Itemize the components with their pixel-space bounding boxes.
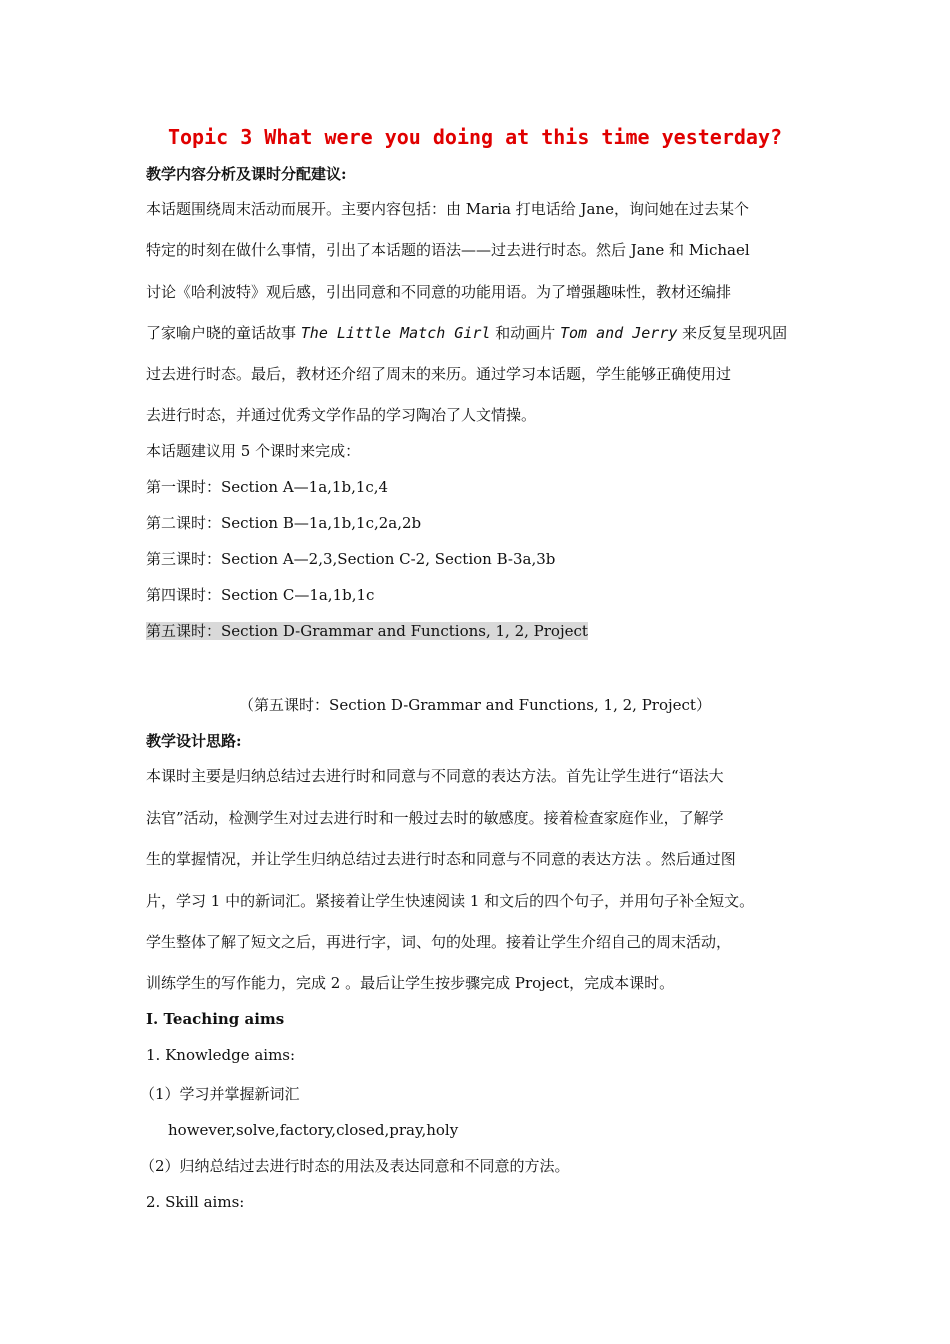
design-line-4: 片，学习 1 中的新词汇。紧接着让学生快速阅读 1 和文后的四个句子，并用句子补全短文。 xyxy=(146,892,755,910)
analysis-line-5: 过去进行时态。最后，教材还介绍了周末的来历。通过学习本话题，学生能够正确使用过 xyxy=(146,365,732,383)
design-line-6: 训练学生的写作能力，完成 2 。最后让学生按步骤完成 Project，完成本课时。 xyxy=(146,974,675,992)
book-title-match-girl: The Little Match Girl xyxy=(300,324,491,342)
lessons-intro: 本话题建议用 5 个课时来完成： xyxy=(146,442,361,460)
design-line-2: 法官”活动，检测学生对过去进行时和一般过去时的敏感度。接着检查家庭作业，了解学 xyxy=(146,809,724,827)
lesson-heading: （第五课时：Section D-Grammar and Functions, 1, 2, Project） xyxy=(239,696,711,714)
lesson-item-4: 第四课时：Section C—1a,1b,1c xyxy=(146,586,375,604)
lesson-item-3: 第三课时：Section A—2,3,Section C-2, Section B-3a,3b xyxy=(146,550,556,568)
analysis-line-4-text-c: 和动画片 xyxy=(490,324,560,342)
lesson-item-5 xyxy=(146,621,588,641)
knowledge-aim-1: （1）学习并掌握新词汇 xyxy=(140,1085,300,1103)
analysis-heading: 教学内容分析及课时分配建议: xyxy=(146,165,347,183)
lesson-item-1: 第一课时：Section A—1a,1b,1c,4 xyxy=(146,478,389,496)
design-line-3: 生的掌握情况，并让学生归纳总结过去进行时态和同意与不同意的表达方法 。然后通过图 xyxy=(146,850,736,868)
design-line-5: 学生整体了解了短文之后，再进行字，词、句的处理。接着让学生介绍自己的周末活动， xyxy=(146,933,732,951)
analysis-line-4-text-e: 来反复呈现巩固 xyxy=(677,324,788,342)
analysis-line-3: 讨论《哈利波特》观后感，引出同意和不同意的功能用语。为了增强趣味性，教材还编排 xyxy=(146,283,732,301)
analysis-line-1: 本话题围绕周末活动而展开。主要内容包括：由 Maria 打电话给 Jane，询问她在过去某个 xyxy=(146,200,750,218)
design-line-1: 本课时主要是归纳总结过去进行时和同意与不同意的表达方法。首先让学生进行“语法大 xyxy=(146,767,724,785)
analysis-line-6: 去进行时态，并通过优秀文学作品的学习陶冶了人文情操。 xyxy=(146,406,537,424)
knowledge-aim-2: （2）归纳总结过去进行时态的用法及表达同意和不同意的方法。 xyxy=(140,1157,570,1175)
analysis-line-4 xyxy=(146,323,787,343)
teaching-aims-heading: Ⅰ. Teaching aims xyxy=(146,1010,285,1028)
page-title: Topic 3 What were you doing at this time yesterday? xyxy=(167,125,783,149)
analysis-line-4-text-a: 了家喻户晓的童话故事 xyxy=(146,324,301,342)
design-heading: 教学设计思路: xyxy=(146,732,242,750)
cartoon-title-tom-jerry: Tom and Jerry xyxy=(559,324,678,342)
lesson-item-5-highlighted: 第五课时：Section D-Grammar and Functions, 1, 2, Project xyxy=(146,622,588,640)
analysis-line-2: 特定的时刻在做什么事情，引出了本话题的语法——过去进行时态。然后 Jane 和 Michael xyxy=(146,241,750,259)
skill-aims-heading: 2. Skill aims: xyxy=(146,1193,245,1211)
new-vocabulary: however,solve,factory,closed,pray,holy xyxy=(168,1121,459,1139)
lesson-item-2: 第二课时：Section B—1a,1b,1c,2a,2b xyxy=(146,514,422,532)
knowledge-aims-heading: 1. Knowledge aims: xyxy=(146,1046,296,1064)
